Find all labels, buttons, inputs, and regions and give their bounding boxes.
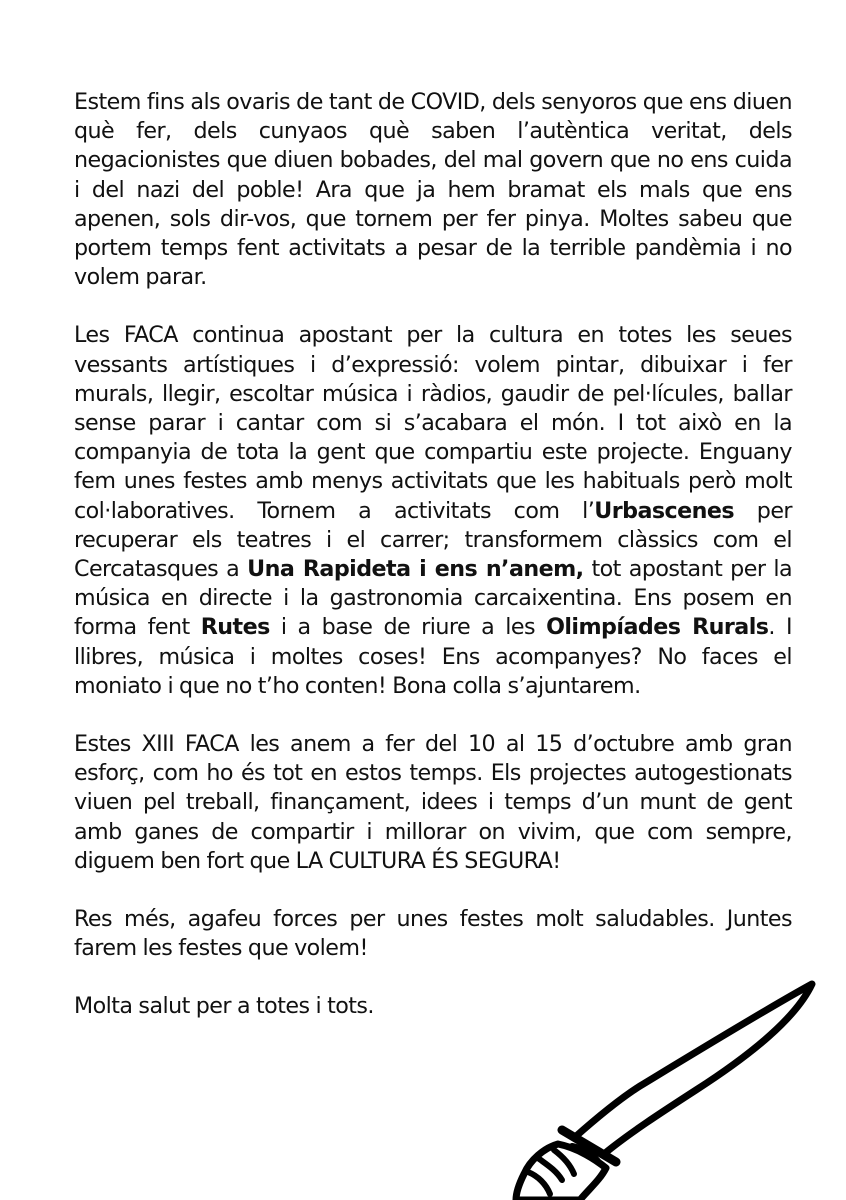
activity-rutes: Rutes [200, 614, 270, 641]
knife-in-fist-icon [500, 978, 846, 1200]
paragraph-intro: Estem fins als ovaris de tant de COVID, dels senyoros que ens diuen què fer, dels cunyaos què saben l’autèntica veritat, dels negacionistes que diuen bobades, del mal govern que no ens cuida i del nazi del poble! Ara que ja hem bramat els mals que ens apenen, sols dir-vos, que tornem per fer pinya. Moltes sabeu que portem temps fent activitats a pesar de la terrible pandèmia i no volem parar. [74, 89, 792, 291]
activity-una-rapideta: Una Rapideta i ens n’anem, [247, 556, 584, 583]
letter-body [74, 88, 792, 1051]
activities-text-3: tot apostant per la música en directe i la gastronomia carcaixentina. Ens posem en forma fent [74, 556, 792, 641]
paragraph-closing: Res més, agafeu forces per unes festes molt saludables. Juntes farem les festes que volem! [74, 906, 792, 962]
paragraph-dates: Estes XIII FACA les anem a fer del 10 al 15 d’octubre amb gran esforç, com ho és tot en estos temps. Els projectes autogestionats viuen pel treball, finançament, idees i temps d’un munt de gent amb ganes de compartir i millorar on vivim, que com sempre, diguem ben fort que LA CULTURA ÉS SEGURA! [74, 731, 792, 874]
paragraph-activities [74, 321, 792, 701]
activities-text-4: i a base de riure a les [269, 614, 547, 641]
activities-text-5: . I llibres, música i moltes coses! Ens acompanyes? No faces el moniato i que no t’ho conten! Bona colla s’ajuntarem. [74, 614, 792, 699]
activities-text-1: Les FACA continua apostant per la cultura en totes les seues vessants artístiques i d’expressió: volem pintar, dibuixar i fer murals, llegir, escoltar música i ràdios, gaudir de pel·lícules, ballar sense parar i cantar com si s’acabara el món. I tot això en la companyia de tota la gent que compartiu este projecte. Enguany fem unes festes amb menys activitats que les habituals però molt col·laboratives. Tornem a activitats com l’ [74, 322, 792, 524]
activity-urbascenes: Urbascenes [594, 497, 735, 524]
activities-text-2: per recuperar els teatres i el carrer; transformem clàssics com el Cercatasques a [74, 497, 793, 583]
activity-olimpiades: Olimpíades Rurals [546, 614, 769, 641]
knife-blade [574, 984, 812, 1154]
paragraph-farewell: Molta salut per a totes i tots. [74, 993, 374, 1020]
